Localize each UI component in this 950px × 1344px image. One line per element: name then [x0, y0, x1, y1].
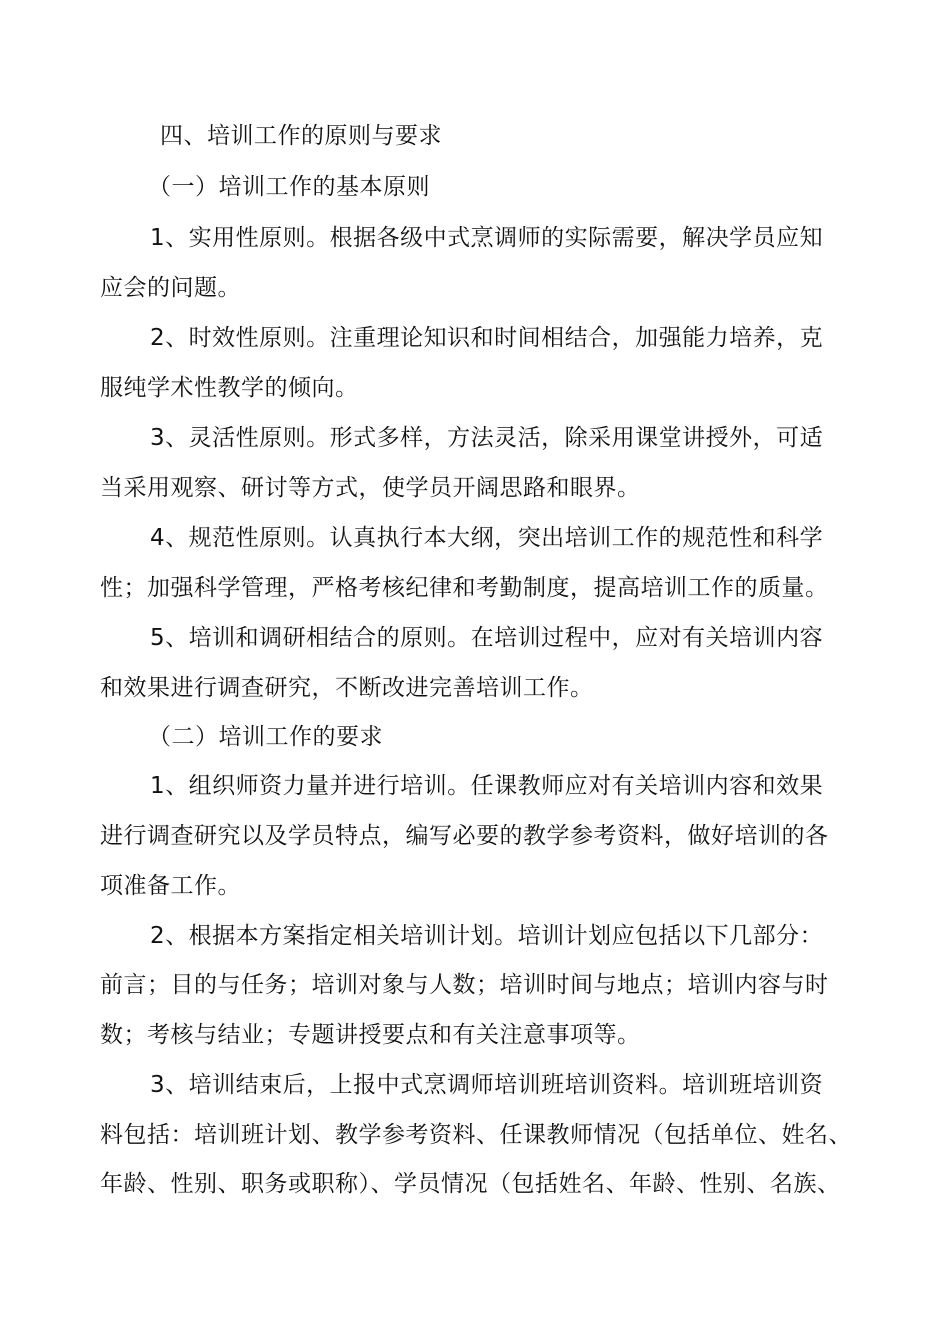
subsection-heading: （一）培训工作的基本原则 [148, 174, 430, 200]
paragraph-line: 料包括：培训班计划、教学参考资料、任课教师情况（包括单位、姓名、 [100, 1122, 852, 1148]
paragraph-line: 1、实用性原则。根据各级中式烹调师的实际需要，解决学员应知 [150, 225, 824, 251]
paragraph-line: 项准备工作。 [100, 873, 241, 899]
section-heading: 四、培训工作的原则与要求 [160, 123, 442, 149]
paragraph-line: 4、规范性原则。认真执行本大纲，突出培训工作的规范性和科学 [150, 525, 824, 551]
paragraph-line: 1、组织师资力量并进行培训。任课教师应对有关培训内容和效果 [150, 773, 824, 799]
subsection-heading: （二）培训工作的要求 [148, 724, 383, 750]
paragraph-line: 2、根据本方案指定相关培训计划。培训计划应包括以下几部分： [150, 923, 824, 949]
paragraph-line: 3、灵活性原则。形式多样，方法灵活，除采用课堂讲授外，可适 [150, 425, 824, 451]
paragraph-line: 应会的问题。 [100, 275, 241, 301]
paragraph-line: 进行调查研究以及学员特点，编写必要的教学参考资料，做好培训的各 [100, 823, 829, 849]
paragraph-line: 年龄、性别、职务或职称）、学员情况（包括姓名、年龄、性别、名族、 [100, 1171, 841, 1197]
paragraph-line: 和效果进行调查研究，不断改进完善培训工作。 [100, 675, 594, 701]
paragraph-line: 当采用观察、研讨等方式，使学员开阔思路和眼界。 [100, 475, 641, 501]
paragraph-line: 前言；目的与任务；培训对象与人数；培训时间与地点；培训内容与时 [100, 972, 829, 998]
paragraph-line: 3、培训结束后，上报中式烹调师培训班培训资料。培训班培训资 [150, 1072, 824, 1098]
paragraph-line: 2、时效性原则。注重理论知识和时间相结合，加强能力培养，克 [150, 325, 824, 351]
paragraph-line: 服纯学术性教学的倾向。 [100, 375, 359, 401]
paragraph-line: 性；加强科学管理，严格考核纪律和考勤制度，提高培训工作的质量。 [100, 575, 829, 601]
paragraph-line: 数；考核与结业；专题讲授要点和有关注意事项等。 [100, 1022, 641, 1048]
paragraph-line: 5、培训和调研相结合的原则。在培训过程中，应对有关培训内容 [150, 625, 824, 651]
